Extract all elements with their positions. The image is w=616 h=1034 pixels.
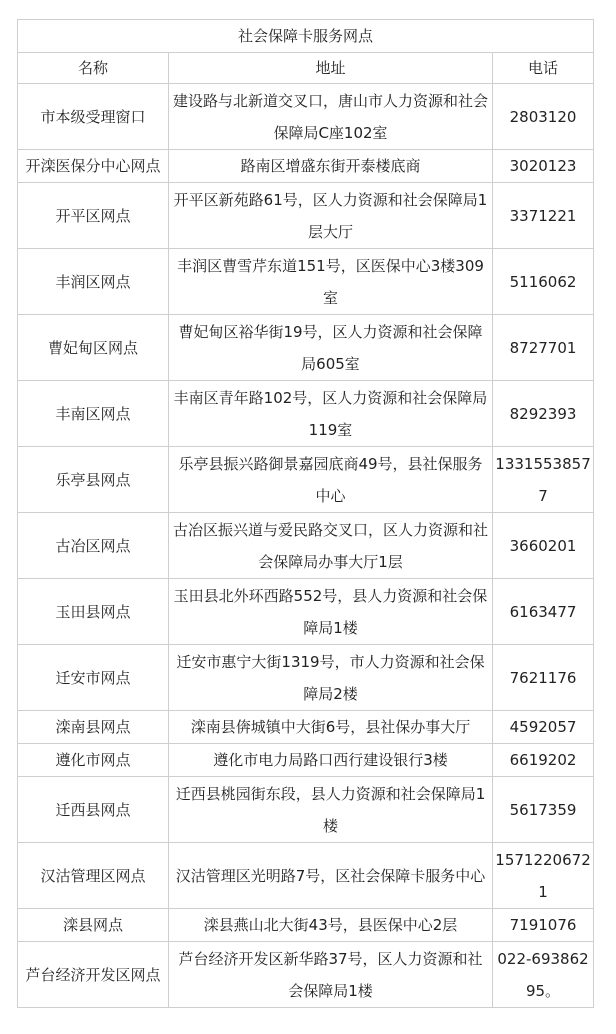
table-row: [18, 777, 594, 843]
row-name: 滦县网点: [18, 909, 169, 942]
row-address: 古冶区振兴道与爱民路交叉口，区人力资源和社会保障局办事大厅1层: [169, 513, 493, 579]
row-phone: 5116062: [493, 249, 594, 315]
service-points-table-wrapper: [17, 19, 593, 1008]
table-row: [18, 315, 594, 381]
row-phone: 8727701: [493, 315, 594, 381]
table-row: [18, 249, 594, 315]
service-points-table: [17, 19, 594, 1008]
row-name: 丰润区网点: [18, 249, 169, 315]
row-name: 古冶区网点: [18, 513, 169, 579]
row-name: 迁安市网点: [18, 645, 169, 711]
row-phone: 13315538577: [493, 447, 594, 513]
row-phone: 3371221: [493, 183, 594, 249]
header-address: 地址: [169, 53, 493, 84]
row-address: 迁安市惠宁大街1319号，市人力资源和社会保障局2楼: [169, 645, 493, 711]
row-address: 滦南县倴城镇中大街6号，县社保办事大厅: [169, 711, 493, 744]
table-row: [18, 447, 594, 513]
row-name: 丰南区网点: [18, 381, 169, 447]
table-header-row: [18, 53, 594, 84]
row-name: 开平区网点: [18, 183, 169, 249]
row-address: 滦县燕山北大街43号，县医保中心2层: [169, 909, 493, 942]
row-address: 路南区增盛东街开泰楼底商: [169, 150, 493, 183]
table-row: [18, 942, 594, 1008]
row-name: 乐亭县网点: [18, 447, 169, 513]
row-name: 市本级受理窗口: [18, 84, 169, 150]
table-title-row: [18, 20, 594, 53]
row-name: 玉田县网点: [18, 579, 169, 645]
row-address: 汉沽管理区光明路7号，区社会保障卡服务中心: [169, 843, 493, 909]
row-address: 曹妃甸区裕华街19号，区人力资源和社会保障局605室: [169, 315, 493, 381]
row-address: 芦台经济开发区新华路37号，区人力资源和社会保障局1楼: [169, 942, 493, 1008]
row-name: 迁西县网点: [18, 777, 169, 843]
row-phone: 5617359: [493, 777, 594, 843]
row-address: 遵化市电力局路口西行建设银行3楼: [169, 744, 493, 777]
row-address: 丰南区青年路102号，区人力资源和社会保障局119室: [169, 381, 493, 447]
row-phone: 7191076: [493, 909, 594, 942]
header-name: 名称: [18, 53, 169, 84]
row-phone: 2803120: [493, 84, 594, 150]
row-name: 开滦医保分中心网点: [18, 150, 169, 183]
table-row: [18, 513, 594, 579]
row-address: 丰润区曹雪芹东道151号，区医保中心3楼309室: [169, 249, 493, 315]
row-address: 开平区新苑路61号，区人力资源和社会保障局1层大厅: [169, 183, 493, 249]
row-address: 迁西县桃园街东段，县人力资源和社会保障局1楼: [169, 777, 493, 843]
table-row: [18, 909, 594, 942]
row-name: 曹妃甸区网点: [18, 315, 169, 381]
row-phone: 3020123: [493, 150, 594, 183]
table-row: [18, 645, 594, 711]
row-phone: 8292393: [493, 381, 594, 447]
table-row: [18, 843, 594, 909]
table-title: 社会保障卡服务网点: [18, 20, 594, 53]
table-row: [18, 381, 594, 447]
row-name: 芦台经济开发区网点: [18, 942, 169, 1008]
table-row: [18, 579, 594, 645]
row-address: 建设路与北新道交叉口，唐山市人力资源和社会保障局C座102室: [169, 84, 493, 150]
row-name: 汉沽管理区网点: [18, 843, 169, 909]
row-phone: 3660201: [493, 513, 594, 579]
row-address: 乐亭县振兴路御景嘉园底商49号，县社保服务中心: [169, 447, 493, 513]
row-name: 滦南县网点: [18, 711, 169, 744]
table-row: [18, 711, 594, 744]
row-phone: 7621176: [493, 645, 594, 711]
header-phone: 电话: [493, 53, 594, 84]
table-row: [18, 183, 594, 249]
row-phone: 15712206721: [493, 843, 594, 909]
table-row: [18, 84, 594, 150]
row-name: 遵化市网点: [18, 744, 169, 777]
row-address: 玉田县北外环西路552号，县人力资源和社会保障局1楼: [169, 579, 493, 645]
row-phone: 4592057: [493, 711, 594, 744]
table-row: [18, 150, 594, 183]
row-phone: 6163477: [493, 579, 594, 645]
table-row: [18, 744, 594, 777]
row-phone: 022-69386295。: [493, 942, 594, 1008]
row-phone: 6619202: [493, 744, 594, 777]
